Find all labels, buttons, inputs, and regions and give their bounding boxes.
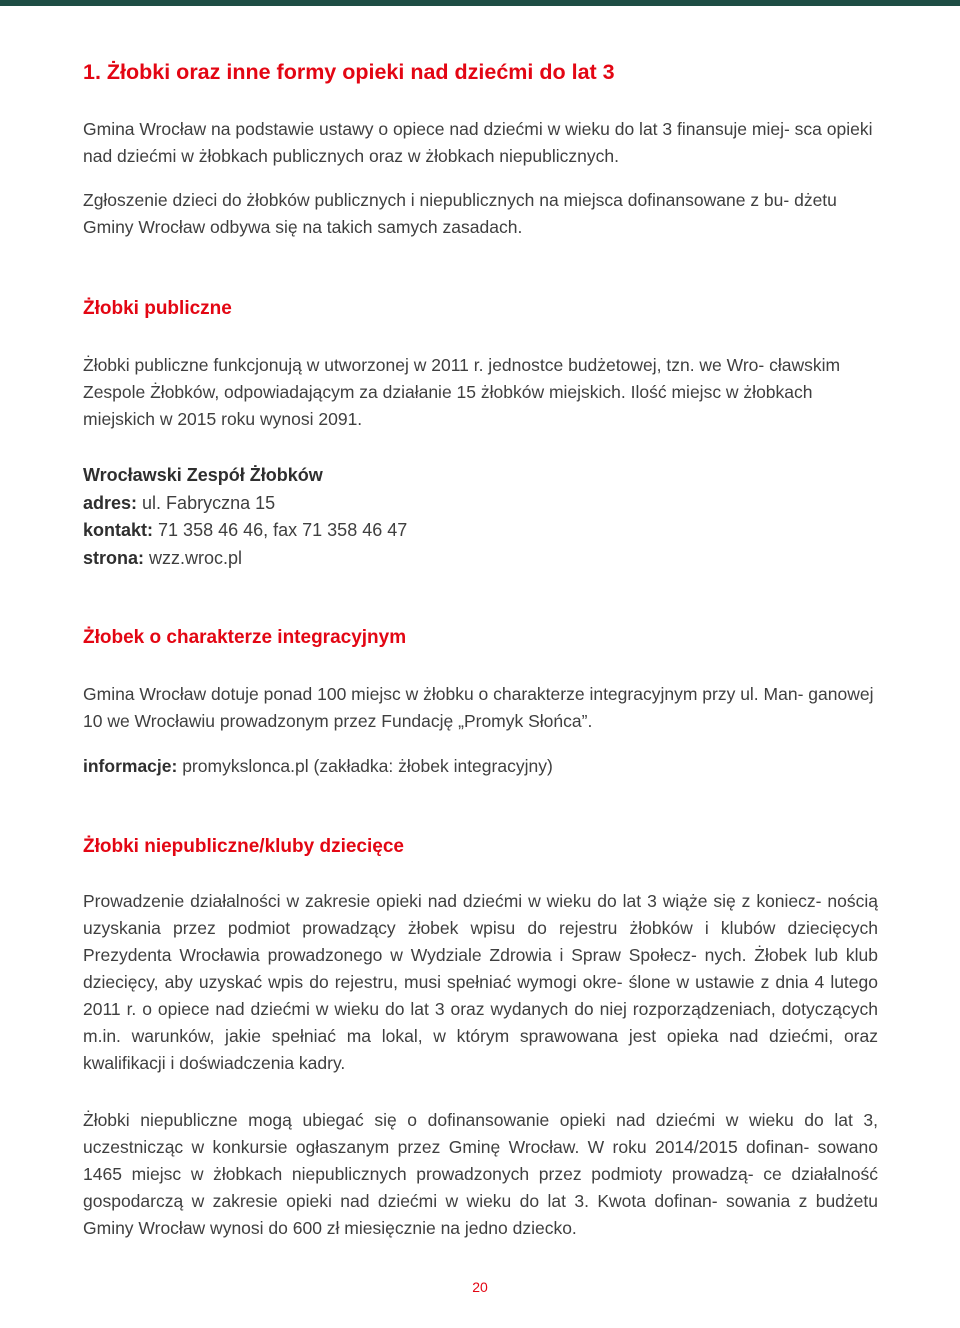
page-title: 1. Żłobki oraz inne formy opieki nad dziećmi do lat 3 xyxy=(83,60,615,84)
org-address xyxy=(83,490,878,518)
info-label: informacje: xyxy=(83,756,178,776)
nonpublic-paragraph-1: Prowadzenie działalności w zakresie opieki nad dziećmi w wieku do lat 3 wiąże się z koniecz- nością uzyskania przez podmiot prowadzący żłobek wpisu do rejestru żłobków i klubów dziecięcych Prezydenta Wrocławia prowadzonego w Wydziale Zdrowia i Spraw Społecz- nych. Żłobek lub klub dziecięcy, aby uzyskać wpis do rejestru, musi spełniać wymogi okre- ślone w ustawie z dnia 4 lutego 2011 r. o opiece nad dziećmi w wieku do lat 3 oraz wydanych do niej rozporządzeniach, dotyczących m.in. warunków, jakie spełniać ma lokal, w którym sprawowana jest opieka nad dziećmi, oraz kwalifikacji i doświadczenia kadry. xyxy=(83,891,878,1073)
top-color-bar xyxy=(0,0,960,6)
org-name: Wrocławski Zespół Żłobków xyxy=(83,465,323,485)
integration-info xyxy=(83,753,878,780)
address-value: ul. Fabryczna 15 xyxy=(142,492,276,513)
section-heading-integration: Żłobek o charakterze integracyjnym xyxy=(83,627,407,648)
nonpublic-paragraph-2: Żłobki niepubliczne mogą ubiegać się o dofinansowanie opieki nad dziećmi w wieku do lat 3, uczestnicząc w konkursie ogłaszanym przez Gminę Wrocław. W roku 2014/2015 dofinan- sowano 1465 miejsc w żłobkach niepublicznych prowadzonych przez podmioty prowadzą- ce działalność gospodarczą w zakresie opieki nad dziećmi w wieku do lat 3. Kwota dofinan- sowania z budżetu Gminy Wrocław wynosi do 600 zł miesięcznie na jedno dziecko. xyxy=(83,1110,878,1238)
address-label: adres: xyxy=(83,492,138,513)
site-link[interactable]: wzz.wroc.pl xyxy=(149,547,243,568)
intro-paragraph-2: Zgłoszenie dzieci do żłobków publicznych i niepublicznych na miejsca dofinansowane z bu- dżetu Gminy Wrocław odbywa się na takich samych zasadach. xyxy=(83,190,837,237)
integration-text: Gmina Wrocław dotuje ponad 100 miejsc w żłobku o charakterze integracyjnym przy ul. Man- ganowej 10 we Wrocławiu prowadzonym przez Fundację „Promyk Słońca”. xyxy=(83,684,874,731)
public-nurseries-text: Żłobki publiczne funkcjonują w utworzonej w 2011 r. jednostce budżetowej, tzn. we Wro- cławskim Zespole Żłobków, odpowiadającym za działanie 15 żłobków miejskich. Ilość miejsc w żłobkach miejskich w 2015 roku wynosi 2091. xyxy=(83,355,841,429)
org-contact xyxy=(83,517,878,545)
section-heading-public: Żłobki publiczne xyxy=(83,298,232,319)
contact-label: kontakt: xyxy=(83,520,154,540)
org-contact-block xyxy=(83,462,878,572)
intro-paragraph-1: Gmina Wrocław na podstawie ustawy o opiece nad dziećmi w wieku do lat 3 finansuje miej- sca opieki nad dziećmi w żłobkach publicznych oraz w żłobkach niepublicznych. xyxy=(83,119,873,166)
contact-value: 71 358 46 46, fax 71 358 46 47 xyxy=(158,520,408,540)
site-label: strona: xyxy=(83,547,145,568)
org-website xyxy=(83,545,878,573)
section-heading-nonpublic: Żłobki niepubliczne/kluby dziecięce xyxy=(83,836,404,857)
page-number: 20 xyxy=(472,1279,488,1295)
info-link[interactable]: promykslonca.pl (zakładka: żłobek integracyjny) xyxy=(182,756,553,776)
